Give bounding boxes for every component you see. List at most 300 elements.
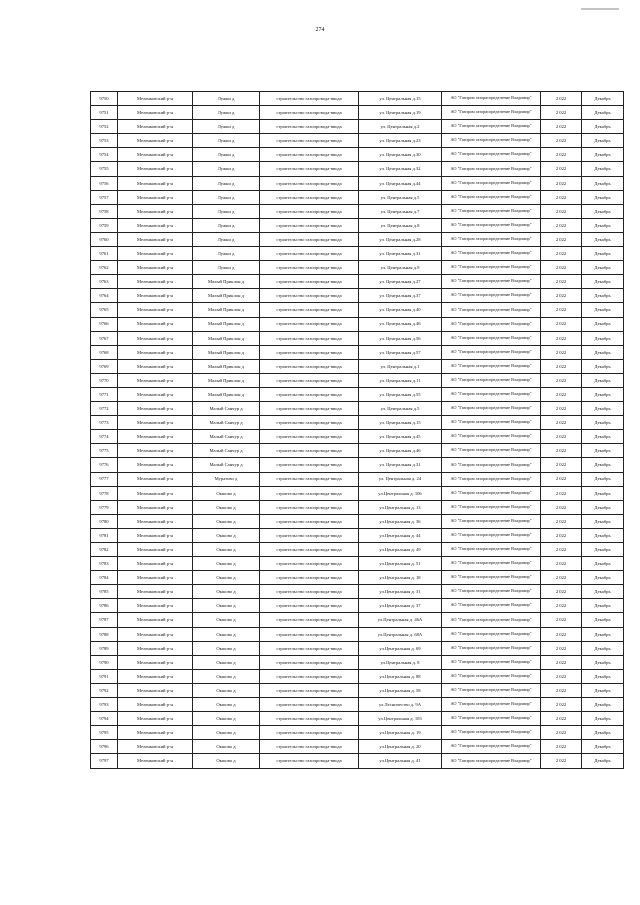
month-cell: Декабрь xyxy=(582,740,624,754)
address-cell: ул. Центральная д.1 xyxy=(359,359,442,373)
organization-cell: АО "Газпром газораспределение Владимир" xyxy=(442,176,541,190)
year-cell: 2 022 xyxy=(541,613,582,627)
address-cell: ул. Центральная д.7 xyxy=(359,204,442,218)
address-cell: ул. Центральная д.56 xyxy=(359,331,442,345)
work-type-cell: строительство газопровода-ввода xyxy=(260,571,359,585)
year-cell: 2 022 xyxy=(541,641,582,655)
year-cell: 2 022 xyxy=(541,655,582,669)
district-cell: Меленковский р-н xyxy=(118,571,193,585)
year-cell: 2 022 xyxy=(541,359,582,373)
year-cell: 2 022 xyxy=(541,148,582,162)
year-cell: 2 022 xyxy=(541,712,582,726)
year-cell: 2 022 xyxy=(541,444,582,458)
table-row xyxy=(91,303,624,317)
locality-cell: Малый Санчур д xyxy=(193,458,260,472)
district-cell: Меленковский р-н xyxy=(118,148,193,162)
district-cell: Меленковский р-н xyxy=(118,726,193,740)
month-cell: Декабрь xyxy=(582,458,624,472)
work-type-cell: строительство газопровода-ввода xyxy=(260,472,359,486)
organization-cell: АО "Газпром газораспределение Владимир" xyxy=(442,698,541,712)
table-row xyxy=(91,416,624,430)
month-cell: Декабрь xyxy=(582,430,624,444)
table-row xyxy=(91,557,624,571)
year-cell: 2 022 xyxy=(541,543,582,557)
table-row xyxy=(91,444,624,458)
table-row xyxy=(91,317,624,331)
row-number: 9768 xyxy=(91,345,118,359)
organization-cell: АО "Газпром газораспределение Владимир" xyxy=(442,218,541,232)
district-cell: Меленковский р-н xyxy=(118,500,193,514)
work-type-cell: строительство газопровода-ввода xyxy=(260,528,359,542)
organization-cell: АО "Газпром газораспределение Владимир" xyxy=(442,444,541,458)
locality-cell: Окшово д xyxy=(193,543,260,557)
month-cell: Декабрь xyxy=(582,317,624,331)
locality-cell: Малый Приклон д xyxy=(193,317,260,331)
district-cell: Меленковский р-н xyxy=(118,317,193,331)
year-cell: 2 022 xyxy=(541,176,582,190)
row-number: 9764 xyxy=(91,289,118,303)
table-row xyxy=(91,261,624,275)
year-cell: 2 022 xyxy=(541,683,582,697)
locality-cell: Малый Приклон д xyxy=(193,331,260,345)
organization-cell: АО "Газпром газораспределение Владимир" xyxy=(442,571,541,585)
year-cell: 2 022 xyxy=(541,754,582,768)
organization-cell: АО "Газпром газораспределение Владимир" xyxy=(442,543,541,557)
month-cell: Декабрь xyxy=(582,472,624,486)
table-row xyxy=(91,120,624,134)
locality-cell: Муратово д xyxy=(193,472,260,486)
year-cell: 2 022 xyxy=(541,387,582,401)
table-row xyxy=(91,162,624,176)
table-row xyxy=(91,669,624,683)
year-cell: 2 022 xyxy=(541,303,582,317)
organization-cell: АО "Газпром газораспределение Владимир" xyxy=(442,613,541,627)
locality-cell: Лужки д xyxy=(193,261,260,275)
work-type-cell: строительство газопровода-ввода xyxy=(260,387,359,401)
work-type-cell: строительство газопровода-ввода xyxy=(260,120,359,134)
table-body xyxy=(91,92,624,769)
locality-cell: Лужки д xyxy=(193,134,260,148)
year-cell: 2 022 xyxy=(541,402,582,416)
locality-cell: Окшово д xyxy=(193,528,260,542)
district-cell: Меленковский р-н xyxy=(118,430,193,444)
district-cell: Меленковский р-н xyxy=(118,613,193,627)
district-cell: Меленковский р-н xyxy=(118,514,193,528)
work-type-cell: строительство газопровода-ввода xyxy=(260,655,359,669)
year-cell: 2 022 xyxy=(541,528,582,542)
table-row xyxy=(91,683,624,697)
row-number: 9783 xyxy=(91,557,118,571)
month-cell: Декабрь xyxy=(582,106,624,120)
row-number: 9771 xyxy=(91,387,118,401)
month-cell: Декабрь xyxy=(582,218,624,232)
address-cell: ул.Центральная д. 41 xyxy=(359,754,442,768)
month-cell: Декабрь xyxy=(582,543,624,557)
row-number: 9760 xyxy=(91,232,118,246)
work-type-cell: строительство газопровода-ввода xyxy=(260,331,359,345)
organization-cell: АО "Газпром газораспределение Владимир" xyxy=(442,472,541,486)
organization-cell: АО "Газпром газораспределение Владимир" xyxy=(442,106,541,120)
work-type-cell: строительство газопровода-ввода xyxy=(260,162,359,176)
work-type-cell: строительство газопровода-ввода xyxy=(260,275,359,289)
organization-cell: АО "Газпром газораспределение Владимир" xyxy=(442,599,541,613)
locality-cell: Окшово д xyxy=(193,754,260,768)
district-cell: Меленковский р-н xyxy=(118,162,193,176)
organization-cell: АО "Газпром газораспределение Владимир" xyxy=(442,261,541,275)
work-type-cell: строительство газопровода-ввода xyxy=(260,345,359,359)
district-cell: Меленковский р-н xyxy=(118,669,193,683)
table-row xyxy=(91,585,624,599)
month-cell: Декабрь xyxy=(582,528,624,542)
locality-cell: Окшово д xyxy=(193,571,260,585)
locality-cell: Лужки д xyxy=(193,162,260,176)
row-number: 9767 xyxy=(91,331,118,345)
work-type-cell: строительство газопровода-ввода xyxy=(260,585,359,599)
row-number: 9759 xyxy=(91,218,118,232)
row-number: 9784 xyxy=(91,571,118,585)
year-cell: 2 022 xyxy=(541,106,582,120)
year-cell: 2 022 xyxy=(541,514,582,528)
row-number: 9774 xyxy=(91,430,118,444)
month-cell: Декабрь xyxy=(582,599,624,613)
month-cell: Декабрь xyxy=(582,261,624,275)
table-row xyxy=(91,106,624,120)
address-cell: ул.Центральная д. 8 xyxy=(359,655,442,669)
address-cell: ул. Центральная д.23 xyxy=(359,134,442,148)
table-row xyxy=(91,514,624,528)
month-cell: Декабрь xyxy=(582,571,624,585)
row-number: 9788 xyxy=(91,627,118,641)
district-cell: Меленковский р-н xyxy=(118,528,193,542)
district-cell: Меленковский р-н xyxy=(118,472,193,486)
month-cell: Декабрь xyxy=(582,92,624,106)
address-cell: ул.Центральная д. 46А xyxy=(359,613,442,627)
locality-cell: Малый Санчур д xyxy=(193,402,260,416)
district-cell: Меленковский р-н xyxy=(118,641,193,655)
district-cell: Меленковский р-н xyxy=(118,190,193,204)
organization-cell: АО "Газпром газораспределение Владимир" xyxy=(442,92,541,106)
district-cell: Меленковский р-н xyxy=(118,218,193,232)
table-row xyxy=(91,430,624,444)
organization-cell: АО "Газпром газораспределение Владимир" xyxy=(442,275,541,289)
organization-cell: АО "Газпром газораспределение Владимир" xyxy=(442,683,541,697)
year-cell: 2 022 xyxy=(541,190,582,204)
month-cell: Декабрь xyxy=(582,444,624,458)
locality-cell: Малый Приклон д xyxy=(193,303,260,317)
month-cell: Декабрь xyxy=(582,373,624,387)
address-cell: ул. Центральная д.19 xyxy=(359,106,442,120)
work-type-cell: строительство газопровода-ввода xyxy=(260,247,359,261)
locality-cell: Окшово д xyxy=(193,655,260,669)
month-cell: Декабрь xyxy=(582,247,624,261)
table-row xyxy=(91,176,624,190)
address-cell: ул. Центральная д.8 xyxy=(359,218,442,232)
locality-cell: Окшово д xyxy=(193,726,260,740)
gasification-table xyxy=(90,91,624,769)
year-cell: 2 022 xyxy=(541,275,582,289)
address-cell: ул.Центральная д. 20 xyxy=(359,740,442,754)
work-type-cell: строительство газопровода-ввода xyxy=(260,613,359,627)
table-row xyxy=(91,345,624,359)
work-type-cell: строительство газопровода-ввода xyxy=(260,683,359,697)
work-type-cell: строительство газопровода-ввода xyxy=(260,92,359,106)
address-cell: ул. Центральная д.40 xyxy=(359,303,442,317)
row-number: 9780 xyxy=(91,514,118,528)
district-cell: Меленковский р-н xyxy=(118,120,193,134)
address-cell: ул.Лесничество д. 9А xyxy=(359,698,442,712)
work-type-cell: строительство газопровода-ввода xyxy=(260,430,359,444)
work-type-cell: строительство газопровода-ввода xyxy=(260,599,359,613)
year-cell: 2 022 xyxy=(541,571,582,585)
work-type-cell: строительство газопровода-ввода xyxy=(260,627,359,641)
row-number: 9786 xyxy=(91,599,118,613)
year-cell: 2 022 xyxy=(541,627,582,641)
work-type-cell: строительство газопровода-ввода xyxy=(260,500,359,514)
district-cell: Меленковский р-н xyxy=(118,275,193,289)
table-row xyxy=(91,402,624,416)
locality-cell: Окшово д xyxy=(193,698,260,712)
work-type-cell: строительство газопровода-ввода xyxy=(260,514,359,528)
organization-cell: АО "Газпром газораспределение Владимир" xyxy=(442,120,541,134)
district-cell: Меленковский р-н xyxy=(118,416,193,430)
address-cell: ул. Центральная д.11 xyxy=(359,373,442,387)
table-row xyxy=(91,472,624,486)
work-type-cell: строительство газопровода-ввода xyxy=(260,726,359,740)
row-number: 9778 xyxy=(91,486,118,500)
locality-cell: Лужки д xyxy=(193,176,260,190)
table-row xyxy=(91,655,624,669)
organization-cell: АО "Газпром газораспределение Владимир" xyxy=(442,655,541,669)
year-cell: 2 022 xyxy=(541,373,582,387)
district-cell: Меленковский р-н xyxy=(118,261,193,275)
address-cell: ул. Центральная д.30 xyxy=(359,148,442,162)
address-cell: ул. Центральная д.15 xyxy=(359,92,442,106)
year-cell: 2 022 xyxy=(541,416,582,430)
address-cell: ул. Центральная д.57 xyxy=(359,345,442,359)
row-number: 9796 xyxy=(91,740,118,754)
year-cell: 2 022 xyxy=(541,726,582,740)
address-cell: ул.Центральная д. 58 xyxy=(359,683,442,697)
address-cell: ул.Центральная д. 31 xyxy=(359,585,442,599)
row-number: 9779 xyxy=(91,500,118,514)
month-cell: Декабрь xyxy=(582,303,624,317)
row-number: 9773 xyxy=(91,416,118,430)
work-type-cell: строительство газопровода-ввода xyxy=(260,373,359,387)
district-cell: Меленковский р-н xyxy=(118,683,193,697)
organization-cell: АО "Газпром газораспределение Владимир" xyxy=(442,402,541,416)
table-row xyxy=(91,458,624,472)
month-cell: Декабрь xyxy=(582,275,624,289)
month-cell: Декабрь xyxy=(582,683,624,697)
work-type-cell: строительство газопровода-ввода xyxy=(260,204,359,218)
year-cell: 2 022 xyxy=(541,486,582,500)
month-cell: Декабрь xyxy=(582,627,624,641)
row-number: 9797 xyxy=(91,754,118,768)
table-row xyxy=(91,740,624,754)
district-cell: Меленковский р-н xyxy=(118,373,193,387)
row-number: 9761 xyxy=(91,247,118,261)
locality-cell: Окшово д xyxy=(193,500,260,514)
address-cell: ул. Центральная д.31 xyxy=(359,247,442,261)
district-cell: Меленковский р-н xyxy=(118,627,193,641)
locality-cell: Малый Приклон д xyxy=(193,275,260,289)
district-cell: Меленковский р-н xyxy=(118,543,193,557)
address-cell: ул. Центральная д.15 xyxy=(359,416,442,430)
organization-cell: АО "Газпром газораспределение Владимир" xyxy=(442,486,541,500)
work-type-cell: строительство газопровода-ввода xyxy=(260,134,359,148)
district-cell: Меленковский р-н xyxy=(118,444,193,458)
district-cell: Меленковский р-н xyxy=(118,585,193,599)
address-cell: ул.Центральная д. 69 xyxy=(359,641,442,655)
work-type-cell: строительство газопровода-ввода xyxy=(260,444,359,458)
work-type-cell: строительство газопровода-ввода xyxy=(260,303,359,317)
address-cell: ул.Центральная д. 51 xyxy=(359,557,442,571)
row-number: 9750 xyxy=(91,92,118,106)
row-number: 9789 xyxy=(91,641,118,655)
table-row xyxy=(91,387,624,401)
table-row xyxy=(91,232,624,246)
month-cell: Декабрь xyxy=(582,402,624,416)
month-cell: Декабрь xyxy=(582,486,624,500)
row-number: 9793 xyxy=(91,698,118,712)
address-cell: ул. Центральная д.5 xyxy=(359,402,442,416)
work-type-cell: строительство газопровода-ввода xyxy=(260,190,359,204)
row-number: 9790 xyxy=(91,655,118,669)
year-cell: 2 022 xyxy=(541,698,582,712)
district-cell: Меленковский р-н xyxy=(118,599,193,613)
month-cell: Декабрь xyxy=(582,655,624,669)
work-type-cell: строительство газопровода-ввода xyxy=(260,543,359,557)
table-row xyxy=(91,204,624,218)
month-cell: Декабрь xyxy=(582,726,624,740)
locality-cell: Лужки д xyxy=(193,148,260,162)
month-cell: Декабрь xyxy=(582,204,624,218)
year-cell: 2 022 xyxy=(541,599,582,613)
address-cell: ул.Центральная д. 106 xyxy=(359,486,442,500)
address-cell: ул.Центральная д. 36 xyxy=(359,514,442,528)
district-cell: Меленковский р-н xyxy=(118,134,193,148)
organization-cell: АО "Газпром газораспределение Владимир" xyxy=(442,585,541,599)
scan-mark xyxy=(581,8,619,10)
locality-cell: Лужки д xyxy=(193,120,260,134)
locality-cell: Окшово д xyxy=(193,613,260,627)
organization-cell: АО "Газпром газораспределение Владимир" xyxy=(442,754,541,768)
organization-cell: АО "Газпром газораспределение Владимир" xyxy=(442,232,541,246)
row-number: 9782 xyxy=(91,543,118,557)
address-cell: ул. Центральная д.45 xyxy=(359,430,442,444)
address-cell: ул. Центральная д.5 xyxy=(359,190,442,204)
year-cell: 2 022 xyxy=(541,289,582,303)
year-cell: 2 022 xyxy=(541,134,582,148)
year-cell: 2 022 xyxy=(541,317,582,331)
row-number: 9765 xyxy=(91,303,118,317)
table-row xyxy=(91,712,624,726)
work-type-cell: строительство газопровода-ввода xyxy=(260,232,359,246)
address-cell: ул. Центральная д.9 xyxy=(359,261,442,275)
district-cell: Меленковский р-н xyxy=(118,232,193,246)
year-cell: 2 022 xyxy=(541,345,582,359)
month-cell: Декабрь xyxy=(582,387,624,401)
year-cell: 2 022 xyxy=(541,500,582,514)
district-cell: Меленковский р-н xyxy=(118,92,193,106)
month-cell: Декабрь xyxy=(582,500,624,514)
organization-cell: АО "Газпром газораспределение Владимир" xyxy=(442,303,541,317)
locality-cell: Окшово д xyxy=(193,585,260,599)
locality-cell: Окшово д xyxy=(193,599,260,613)
work-type-cell: строительство газопровода-ввода xyxy=(260,557,359,571)
month-cell: Декабрь xyxy=(582,331,624,345)
organization-cell: АО "Газпром газораспределение Владимир" xyxy=(442,430,541,444)
month-cell: Декабрь xyxy=(582,585,624,599)
locality-cell: Лужки д xyxy=(193,247,260,261)
district-cell: Меленковский р-н xyxy=(118,387,193,401)
table-row xyxy=(91,599,624,613)
district-cell: Меленковский р-н xyxy=(118,289,193,303)
address-cell: ул. Центральная д.27 xyxy=(359,275,442,289)
locality-cell: Лужки д xyxy=(193,190,260,204)
locality-cell: Малый Приклон д xyxy=(193,345,260,359)
year-cell: 2 022 xyxy=(541,120,582,134)
organization-cell: АО "Газпром газораспределение Владимир" xyxy=(442,247,541,261)
row-number: 9776 xyxy=(91,458,118,472)
organization-cell: АО "Газпром газораспределение Владимир" xyxy=(442,148,541,162)
district-cell: Меленковский р-н xyxy=(118,204,193,218)
district-cell: Меленковский р-н xyxy=(118,754,193,768)
table-row xyxy=(91,571,624,585)
district-cell: Меленковский р-н xyxy=(118,740,193,754)
organization-cell: АО "Газпром газораспределение Владимир" xyxy=(442,669,541,683)
row-number: 9781 xyxy=(91,528,118,542)
address-cell: ул. Центральная д.28 xyxy=(359,232,442,246)
work-type-cell: строительство газопровода-ввода xyxy=(260,698,359,712)
month-cell: Декабрь xyxy=(582,176,624,190)
table-row xyxy=(91,331,624,345)
locality-cell: Лужки д xyxy=(193,92,260,106)
year-cell: 2 022 xyxy=(541,458,582,472)
table-row xyxy=(91,613,624,627)
locality-cell: Лужки д xyxy=(193,204,260,218)
district-cell: Меленковский р-н xyxy=(118,106,193,120)
gasification-table-container xyxy=(90,91,609,769)
work-type-cell: строительство газопровода-ввода xyxy=(260,176,359,190)
locality-cell: Лужки д xyxy=(193,218,260,232)
month-cell: Декабрь xyxy=(582,134,624,148)
district-cell: Меленковский р-н xyxy=(118,359,193,373)
work-type-cell: строительство газопровода-ввода xyxy=(260,402,359,416)
address-cell: ул.Центральная д. 103 xyxy=(359,712,442,726)
organization-cell: АО "Газпром газораспределение Владимир" xyxy=(442,134,541,148)
address-cell: ул. Центральная д.31 xyxy=(359,458,442,472)
organization-cell: АО "Газпром газораспределение Владимир" xyxy=(442,528,541,542)
row-number: 9755 xyxy=(91,162,118,176)
work-type-cell: строительство газопровода-ввода xyxy=(260,486,359,500)
work-type-cell: строительство газопровода-ввода xyxy=(260,712,359,726)
row-number: 9772 xyxy=(91,402,118,416)
address-cell: ул.Центральная д. 37 xyxy=(359,599,442,613)
month-cell: Декабрь xyxy=(582,557,624,571)
locality-cell: Лужки д xyxy=(193,106,260,120)
row-number: 9769 xyxy=(91,359,118,373)
locality-cell: Малый Санчур д xyxy=(193,430,260,444)
district-cell: Меленковский р-н xyxy=(118,331,193,345)
work-type-cell: строительство газопровода-ввода xyxy=(260,416,359,430)
row-number: 9777 xyxy=(91,472,118,486)
district-cell: Меленковский р-н xyxy=(118,698,193,712)
organization-cell: АО "Газпром газораспределение Владимир" xyxy=(442,387,541,401)
address-cell: ул. Центральная д.37 xyxy=(359,289,442,303)
work-type-cell: строительство газопровода-ввода xyxy=(260,106,359,120)
row-number: 9792 xyxy=(91,683,118,697)
